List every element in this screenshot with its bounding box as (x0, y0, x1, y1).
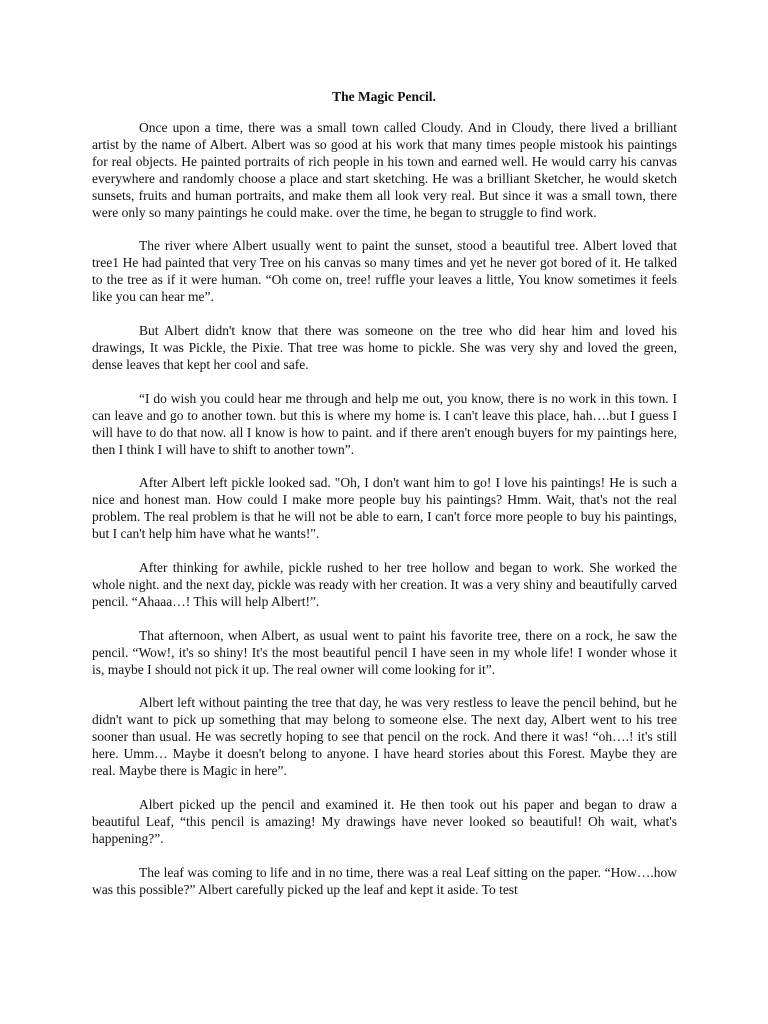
paragraph: Albert left without painting the tree that day, he was very restless to leave the pencil behind, but he didn't want to pick up something that may belong to someone else. The next day, Albert went to his tree sooner than usual. He was secretly hoping to see that pencil on the rock. And there it was! “oh….! it's still here. Umm… Maybe it doesn't belong to anyone. I have heard stories about this Forest. Maybe they are real. Maybe there is Magic in here”. (92, 695, 677, 779)
paragraph: Once upon a time, there was a small town called Cloudy. And in Cloudy, there lived a brilliant artist by the name of Albert. Albert was so good at his work that many times people mistook his paintings for real objects. He painted portraits of rich people in his town and earned well. He would carry his canvas everywhere and randomly choose a place and start sketching. He was a brilliant Sketcher, he would sketch sunsets, fruits and human portraits, and make them all look very real. But since it was a small town, there were only so many paintings he could make. over the time, he began to struggle to find work. (92, 120, 677, 220)
paragraph: After thinking for awhile, pickle rushed to her tree hollow and began to work. She worked the whole night. and the next day, pickle was ready with her creation. It was a very shiny and beautifully carved pencil. “Ahaaa…! This will help Albert!”. (92, 560, 677, 609)
document-title: The Magic Pencil. (332, 89, 436, 104)
paragraph: After Albert left pickle looked sad. "Oh, I don't want him to go! I love his paintings! He is such a nice and honest man. How could I make more people buy his paintings? Hmm. Wait, that's not the real problem. The real problem is that he will not be able to earn, I can't force more people to buy his paintings, but I can't help him have what he wants!". (92, 475, 677, 542)
paragraph: The leaf was coming to life and in no time, there was a real Leaf sitting on the paper. “How….how was this possible?” Albert carefully picked up the leaf and kept it aside. To test (92, 864, 677, 897)
paragraph: “I do wish you could hear me through and help me out, you know, there is no work in this town. I can leave and go to another town. but this is where my home is. I can't leave this place, hah….but I guess I will have to do that now. all I know is how to paint. and if there aren't enough buyers for my paintings here, then I think I will have to shift to another town”. (92, 390, 677, 457)
paragraph: The river where Albert usually went to paint the sunset, stood a beautiful tree. Albert loved that tree1 He had painted that very Tree on his canvas so many times and yet he never got bored of it. He talked to the tree as if it were human. “Oh come on, tree! ruffle your leaves a little, You know sometimes it feels like you can hear me”. (92, 238, 677, 305)
paragraph: But Albert didn't know that there was someone on the tree who did hear him and loved his drawings, It was Pickle, the Pixie. That tree was home to pickle. She was very shy and loved the green, dense leaves that kept her cool and safe. (92, 323, 677, 372)
paragraph: That afternoon, when Albert, as usual went to paint his favorite tree, there on a rock, he saw the pencil. “Wow!, it's so shiny! It's the most beautiful pencil I have seen in my whole life! I wonder whose it is, maybe I should not pick it up. The real owner will come looking for it”. (92, 627, 677, 677)
document-body (92, 120, 677, 916)
paragraph: Albert picked up the pencil and examined it. He then took out his paper and began to draw a beautiful Leaf, “this pencil is amazing! My drawings have never looked so beautiful! Oh wait, what's happening?”. (92, 797, 677, 846)
